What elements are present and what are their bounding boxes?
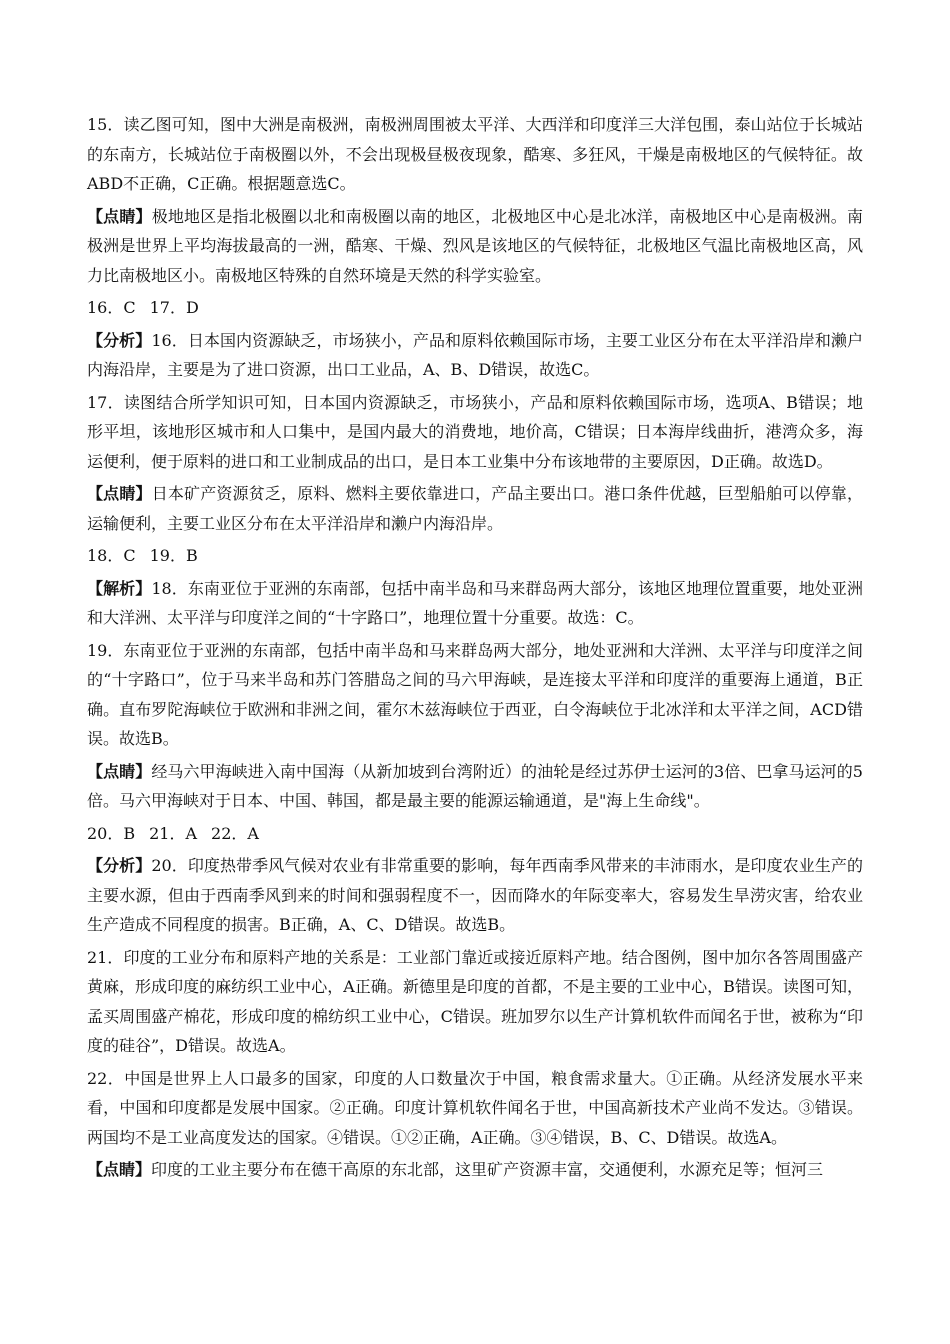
- answer-item: 19．B: [149, 546, 198, 565]
- paragraph-text: 20．印度热带季风气候对农业有非常重要的影响，每年西南季风带来的丰沛雨水，是印度农业生产的主要水源，但由于西南季风到来的时间和强弱程度不一，因而降水的年际变率大，容易发生旱涝灾害，给农业生产造成不同程度的损害。B正确，A、C、D错误。故选B。: [87, 856, 863, 934]
- paragraph: 21．印度的工业分布和原料产地的关系是：工业部门靠近或接近原料产地。结合图例，图中加尔各答周围盛产黄麻，形成印度的麻纺织工业中心，A正确。新德里是印度的首都，不是主要的工业中心，B错误。读图可知，孟买周围盛产棉花，形成印度的棉纺织工业中心，C错误。班加罗尔以生产计算机软件而闻名于世，被称为“印度的硅谷”，D错误。故选A。: [87, 947, 863, 1055]
- answer-item: 21．A: [149, 823, 198, 843]
- tagged-paragraph: [87, 574, 863, 633]
- paragraph: 19．东南亚位于亚洲的东南部，包括中南半岛和马来群岛两大部分，地处亚洲和大洋洲、太平洋与印度洋之间的“十字路口”，位于马来半岛和苏门答腊岛之间的马六甲海峡，是连接太平洋和印度洋的重要海上通道，B正确。直布罗陀海峡位于欧洲和非洲之间，霍尔木兹海峡位于西亚，白令海峡位于北冰洋和太平洋之间，ACD错误。故选B。: [87, 640, 863, 748]
- answer-line: [87, 293, 863, 323]
- tagged-paragraph: [87, 479, 863, 538]
- paragraph-text: 18．东南亚位于亚洲的东南部，包括中南半岛和马来群岛两大部分，该地区地理位置重要，地处亚洲和大洋洲、太平洋与印度洋之间的“十字路口”，地理位置十分重要。故选：C。: [87, 578, 863, 627]
- section-tag: 【分析】: [87, 856, 152, 875]
- section-tag: 【点睛】: [87, 761, 152, 781]
- section-tag: 【解析】: [87, 578, 152, 598]
- answer-item: 18．C: [87, 546, 136, 565]
- paragraph-text: 16．日本国内资源缺乏，市场狭小，产品和原料依赖国际市场，主要工业区分布在太平洋沿岸和濑户内海沿岸，主要是为了进口资源，出口工业品，A、B、D错误，故选C。: [87, 330, 863, 379]
- tagged-paragraph: [87, 757, 863, 816]
- section-tag: 【点睛】: [87, 206, 152, 226]
- paragraph-text: 经马六甲海峡进入南中国海（从新加坡到台湾附近）的油轮是经过苏伊士运河的3倍、巴拿马运河的5倍。马六甲海峡对于日本、中国、韩国，都是最主要的能源运输通道，是"海上生命线"。: [87, 761, 863, 810]
- paragraph: 15．读乙图可知，图中大洲是南极洲，南极洲周围被太平洋、大西洋和印度洋三大洋包围，泰山站位于长城站的东南方，长城站位于南极圈以外，不会出现极昼极夜现象，酷寒、多狂风，干燥是南极地区的气候特征。故ABD不正确，C正确。根据题意选C。: [87, 115, 863, 193]
- paragraph-text: 印度的工业主要分布在德干高原的东北部，这里矿产资源丰富，交通便利，水源充足等；恒河三: [151, 1160, 824, 1179]
- answer-item: 22．A: [211, 823, 259, 843]
- section-tag: 【点睛】: [87, 484, 152, 503]
- tagged-paragraph: [87, 1155, 863, 1185]
- tagged-paragraph: [87, 326, 863, 385]
- section-tag: 【分析】: [87, 330, 152, 350]
- answer-item: 20．B: [87, 823, 136, 843]
- paragraph-text: 日本矿产资源贫乏，原料、燃料主要依靠进口，产品主要出口。港口条件优越，巨型船舶可以停靠，运输便利，主要工业区分布在太平洋沿岸和濑户内海沿岸。: [87, 484, 863, 533]
- paragraph-text: 极地地区是指北极圈以北和南极圈以南的地区，北极地区中心是北冰洋，南极地区中心是南极洲。南极洲是世界上平均海拔最高的一洲，酷寒、干燥、烈风是该地区的气候特征，北极地区气温比南极地区高，风力比南极地区小。南极地区特殊的自然环境是天然的科学实验室。: [87, 206, 863, 285]
- paragraph: 17．读图结合所学知识可知，日本国内资源缺乏，市场狭小，产品和原料依赖国际市场，选项A、B错误；地形平坦，该地形区城市和人口集中，是国内最大的消费地，地价高，C错误；日本海岸线曲折，港湾众多，海运便利，便于原料的进口和工业制成品的出口，是日本工业集中分布该地带的主要原因，D正确。故选D。: [87, 392, 863, 471]
- answer-line: [87, 819, 863, 849]
- section-tag: 【点睛】: [87, 1160, 152, 1179]
- tagged-paragraph: [87, 202, 863, 291]
- answer-item: 17．D: [149, 298, 199, 317]
- tagged-paragraph: [87, 851, 863, 940]
- document-page: [87, 110, 863, 1188]
- paragraph: 22．中国是世界上人口最多的国家，印度的人口数量次于中国，粮食需求量大。①正确。从经济发展水平来看，中国和印度都是发展中国家。②正确。印度计算机软件闻名于世，中国高新技术产业尚不发达。③错误。两国均不是工业高度发达的国家。④错误。①②正确，A正确。③④错误，B、C、D错误。故选A。: [87, 1068, 863, 1147]
- answer-item: 16．C: [87, 298, 136, 317]
- answer-line: [87, 541, 863, 571]
